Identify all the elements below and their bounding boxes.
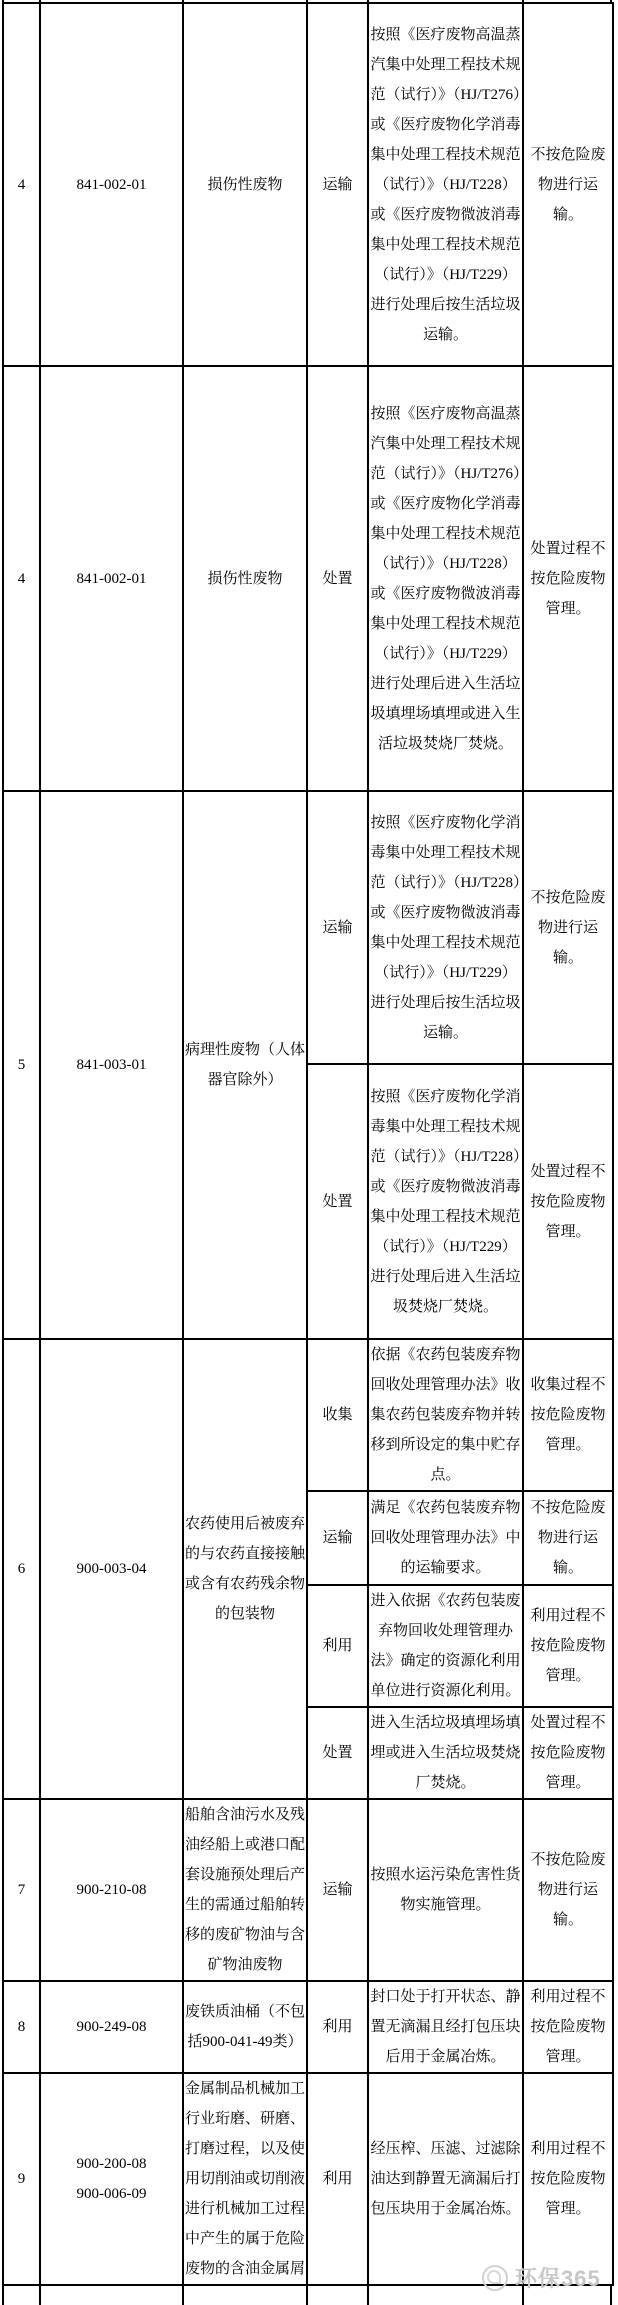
operation-cell: 运输 bbox=[307, 1491, 368, 1585]
waste-code-line: 841-002-01 bbox=[76, 176, 147, 193]
row-number-cell: 4 bbox=[3, 3, 40, 366]
waste-code-line: 900-200-08 bbox=[76, 2156, 147, 2172]
table-row bbox=[3, 791, 613, 1064]
requirement-cell: 按照《医疗废物化学消毒集中处理工程技术规范（试行）》（HJ/T228）或《医疗废物微波消毒集中处理工程技术规范（试行）》（HJ/T229）进行处理后按生活垃圾运输。 bbox=[368, 791, 523, 1064]
column-border-stub bbox=[610, 2286, 612, 2305]
table-body bbox=[3, 3, 613, 2285]
waste-code-cell bbox=[40, 791, 183, 1339]
column-border-stub bbox=[182, 0, 184, 2]
watermark-text: 环保365 bbox=[515, 2266, 601, 2291]
waste-code-line: 900-003-04 bbox=[76, 1561, 147, 1577]
requirement-cell: 按照水运污染危害性货物实施管理。 bbox=[368, 1799, 523, 1981]
requirement-cell: 进入依据《农药包装废弃物回收处理管理办法》确定的资源化利用单位进行资源化利用。 bbox=[368, 1585, 523, 1707]
column-border-stub bbox=[2, 2286, 4, 2305]
requirement-cell: 满足《农药包装废弃物回收处理管理办法》中的运输要求。 bbox=[368, 1491, 523, 1585]
waste-name-cell: 损伤性废物 bbox=[183, 366, 307, 791]
row-number-cell: 7 bbox=[3, 1799, 40, 1981]
column-border-stub bbox=[306, 2286, 308, 2305]
column-border-stub bbox=[39, 2286, 41, 2305]
exemption-cell: 利用过程不按危险废物管理。 bbox=[523, 2073, 613, 2285]
waste-name-cell: 金属制品机械加工行业珩磨、研磨、打磨过程，以及使用切削油或切削液进行机械加工过程中产生的属于危险废物的含油金属屑 bbox=[183, 2073, 307, 2285]
exemption-cell: 处置过程不按危险废物管理。 bbox=[523, 366, 613, 791]
waste-code-line: 841-003-01 bbox=[76, 1057, 147, 1073]
waste-name-cell: 损伤性废物 bbox=[183, 3, 307, 366]
waste-name-cell: 病理性废物（人体器官除外） bbox=[183, 791, 307, 1339]
exemption-cell: 收集过程不按危险废物管理。 bbox=[523, 1339, 613, 1491]
column-border-stub bbox=[39, 0, 41, 2]
column-border-stub bbox=[306, 0, 308, 2]
operation-cell: 处置 bbox=[307, 1707, 368, 1799]
requirement-cell: 依据《农药包装废弃物回收处理管理办法》收集农药包装废弃物并转移到所设定的集中贮存点。 bbox=[368, 1339, 523, 1491]
exemption-cell: 不按危险废物进行运输。 bbox=[523, 1799, 613, 1981]
waste-code-cell bbox=[40, 1981, 183, 2073]
waste-name-cell: 农药使用后被废弃的与农药直接接触或含有农药残余物的包装物 bbox=[183, 1339, 307, 1799]
operation-cell: 运输 bbox=[307, 3, 368, 366]
operation-cell: 运输 bbox=[307, 1799, 368, 1981]
waste-code-cell bbox=[40, 366, 183, 791]
operation-cell: 处置 bbox=[307, 1064, 368, 1339]
waste-code-line: 900-210-08 bbox=[76, 1882, 147, 1898]
waste-code-line: 900-006-09 bbox=[76, 2186, 147, 2202]
column-border-stub bbox=[367, 2286, 369, 2305]
table-row bbox=[3, 1981, 613, 2073]
exemption-cell: 不按危险废物进行运输。 bbox=[523, 791, 613, 1064]
row-number-cell: 6 bbox=[3, 1339, 40, 1799]
waste-code-cell bbox=[40, 1339, 183, 1799]
column-border-stub bbox=[367, 0, 369, 2]
column-border-stub bbox=[2, 0, 4, 2]
requirement-cell: 经压榨、压滤、过滤除油达到静置无滴漏后打包压块用于金属冶炼。 bbox=[368, 2073, 523, 2285]
table-row bbox=[3, 1339, 613, 1491]
waste-code-cell bbox=[40, 2073, 183, 2285]
exemption-cell: 不按危险废物进行运输。 bbox=[523, 3, 613, 366]
waste-code-cell bbox=[40, 3, 183, 366]
column-border-stub bbox=[522, 0, 524, 2]
row-number-cell: 9 bbox=[3, 2073, 40, 2285]
operation-cell: 收集 bbox=[307, 1339, 368, 1491]
requirement-cell: 按照《医疗废物高温蒸汽集中处理工程技术规范（试行）》（HJ/T276）或《医疗废物化学消毒集中处理工程技术规范（试行）》（HJ/T228）或《医疗废物微波消毒集中处理工程技术规范（试行）》（HJ/T229）进行处理后进入生活垃圾填埋场填埋或进入生活垃圾焚烧厂焚烧。 bbox=[368, 366, 523, 791]
waste-code-cell bbox=[40, 1799, 183, 1981]
exemption-cell: 处置过程不按危险废物管理。 bbox=[523, 1707, 613, 1799]
operation-cell: 利用 bbox=[307, 2073, 368, 2285]
row-number-cell: 4 bbox=[3, 366, 40, 791]
requirement-cell: 进入生活垃圾填埋场填埋或进入生活垃圾焚烧厂焚烧。 bbox=[368, 1707, 523, 1799]
waste-name-cell: 船舶含油污水及残油经船上或港口配套设施预处理后产生的需通过船舶转移的废矿物油与含矿物油废物 bbox=[183, 1799, 307, 1981]
column-border-stub bbox=[522, 2286, 524, 2305]
waste-name-cell: 废铁质油桶（不包括900-041-49类） bbox=[183, 1981, 307, 2073]
exemption-cell: 处置过程不按危险废物管理。 bbox=[523, 1064, 613, 1339]
column-border-stub bbox=[182, 2286, 184, 2305]
exemption-cell: 利用过程不按危险废物管理。 bbox=[523, 1981, 613, 2073]
table-row bbox=[3, 1799, 613, 1981]
column-border-stub bbox=[610, 0, 612, 2]
table-row bbox=[3, 2073, 613, 2285]
table-row bbox=[3, 3, 613, 366]
exemption-cell: 不按危险废物进行运输。 bbox=[523, 1491, 613, 1585]
requirement-cell: 按照《医疗废物化学消毒集中处理工程技术规范（试行）》（HJ/T228）或《医疗废物微波消毒集中处理工程技术规范（试行）》（HJ/T229）进行处理后进入生活垃圾焚烧厂焚烧。 bbox=[368, 1064, 523, 1339]
operation-cell: 处置 bbox=[307, 366, 368, 791]
operation-cell: 利用 bbox=[307, 1981, 368, 2073]
waste-code-line: 900-249-08 bbox=[76, 2019, 147, 2035]
requirement-cell: 按照《医疗废物高温蒸汽集中处理工程技术规范（试行）》（HJ/T276）或《医疗废物化学消毒集中处理工程技术规范（试行）》（HJ/T228）或《医疗废物微波消毒集中处理工程技术规范（试行）》（HJ/T229）进行处理后按生活垃圾运输。 bbox=[368, 3, 523, 366]
requirement-cell: 封口处于打开状态、静置无滴漏且经打包压块后用于金属冶炼。 bbox=[368, 1981, 523, 2073]
exemption-cell: 利用过程不按危险废物管理。 bbox=[523, 1585, 613, 1707]
waste-code-line: 841-002-01 bbox=[76, 570, 147, 587]
operation-cell: 利用 bbox=[307, 1585, 368, 1707]
operation-cell: 运输 bbox=[307, 791, 368, 1064]
table-row bbox=[3, 366, 613, 791]
hazardous-waste-exemption-table bbox=[2, 2, 614, 2286]
row-number-cell: 5 bbox=[3, 791, 40, 1339]
row-number-cell: 8 bbox=[3, 1981, 40, 2073]
